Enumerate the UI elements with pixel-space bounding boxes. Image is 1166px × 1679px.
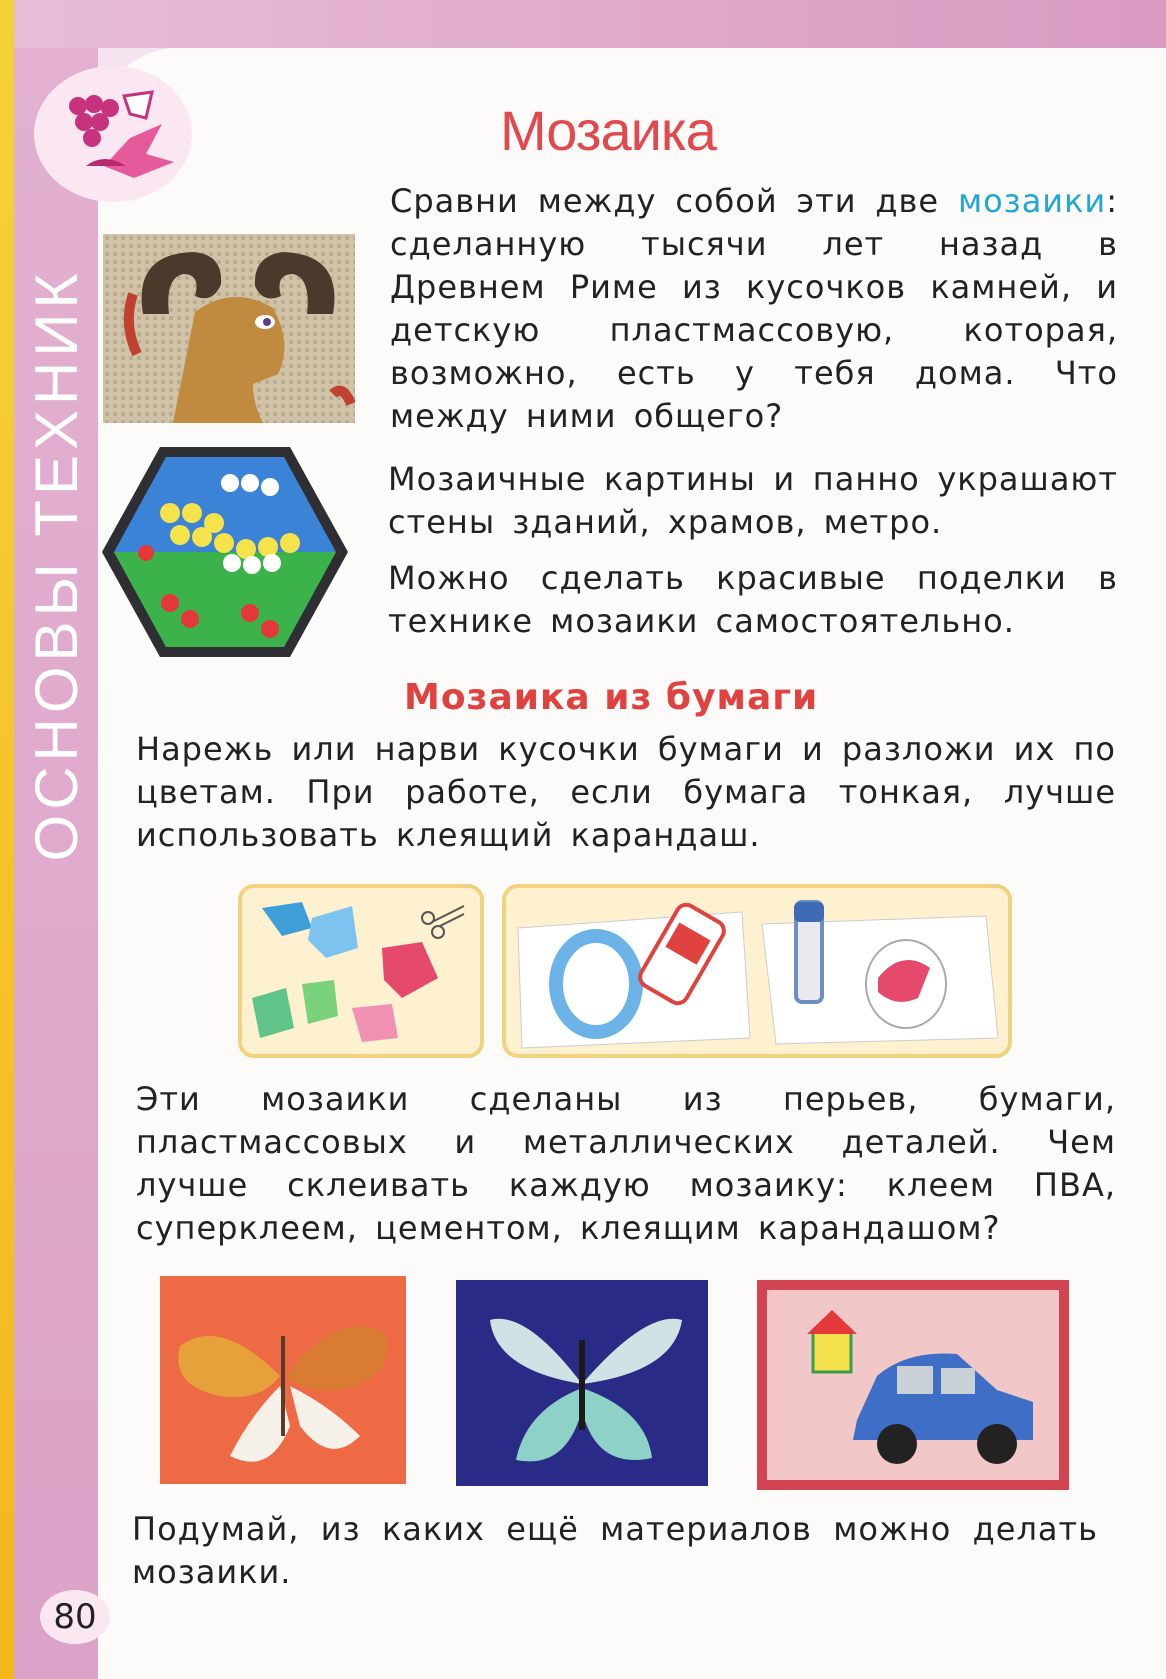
paper-instructions: Нарежь или нарви кусочки бумаги и разложи их по цветам. При работе, если бумага тонкая, лучше использовать клеящий карандаш.	[136, 730, 1116, 854]
plastic-mosaic-image	[100, 443, 350, 661]
intro-paragraph	[390, 180, 1118, 440]
walls-paragraph: Мозаичные картины и панно украшают стены зданий, храмов, метро.	[388, 460, 1118, 541]
page-title: Мозаика	[500, 99, 716, 162]
grapes-origami-icon	[34, 66, 192, 202]
gluing-illustration	[502, 884, 1012, 1058]
butterfly-mosaic-image	[160, 1276, 406, 1484]
car-mosaic-image	[757, 1280, 1069, 1490]
intro-text: Сравни между собой эти две	[390, 182, 958, 220]
top-band	[14, 0, 1166, 48]
feather-butterfly-image	[456, 1280, 708, 1486]
section-label: ОСНОВЫ ТЕХНИК	[23, 268, 90, 862]
paper-pieces-illustration	[238, 884, 484, 1058]
closing-question: Подумай, из каких ещё материалов можно делать мозаики.	[132, 1510, 1098, 1591]
roman-ram-mosaic-image	[103, 234, 355, 423]
page-number: 80	[40, 1590, 110, 1644]
glue-stick-icon	[794, 902, 824, 1002]
term-mosaic: мозаики	[957, 182, 1107, 220]
materials-paragraph: Эти мозаики сделаны из перьев, бумаги, пластмассовых и металлических деталей. Чем лучше склеивать каждую мозаику: клеем ПВА, суперклеем, цементом, клеящим карандашом?	[136, 1080, 1116, 1247]
diy-paragraph: Можно сделать красивые поделки в технике мозаики самостоятельно.	[388, 559, 1118, 640]
scissors-icon	[422, 906, 464, 938]
intro-text-continued: : сделанную тысячи лет назад в Древнем Риме из кусочков камней, и детскую пластмассовую, которая, возможно, есть у тебя дома. Что между ними общего?	[390, 182, 1118, 435]
section-badge	[34, 66, 192, 202]
paper-mosaic-heading: Мозаика из бумаги	[404, 677, 819, 718]
